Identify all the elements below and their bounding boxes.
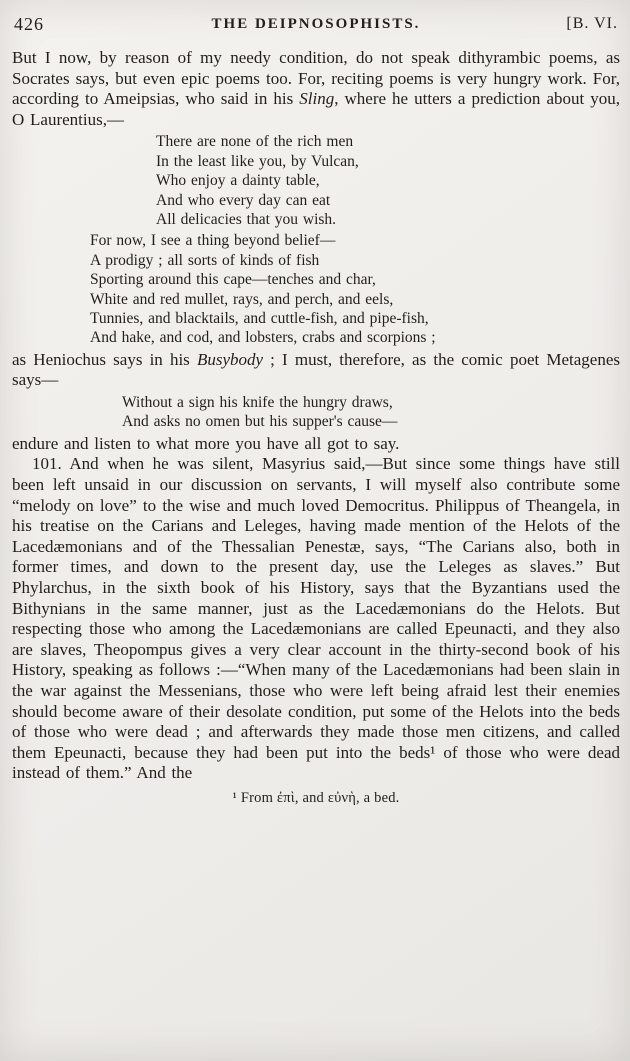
- verse-line: There are none of the rich men: [156, 133, 354, 151]
- footnote: ¹ From ἐπὶ, and εὐνὴ, a bed.: [232, 789, 400, 806]
- verse-block-fish: [90, 231, 620, 347]
- verse-line: Without a sign his knife the hungry draws,: [122, 394, 393, 412]
- verse-line: All delicacies that you wish.: [156, 211, 337, 228]
- verse-line: For now, I see a thing beyond belief—: [90, 232, 336, 250]
- paragraph-text: as Heniochus says in his: [12, 349, 197, 369]
- paragraph-text: , where he utters a prediction about you, O Laurentius,—: [12, 89, 621, 129]
- verse-line: And asks no omen but his supper's cause—: [122, 413, 398, 431]
- book-reference: [B. VI.: [566, 15, 618, 32]
- verse-line: And hake, and cod, and lobsters, crabs and scorpions ;: [90, 329, 436, 347]
- verse-line: In the least like you, by Vulcan,: [156, 152, 359, 170]
- page-body: [12, 48, 620, 809]
- verse-block-metagenes: [122, 393, 620, 432]
- verse-line: Tunnies, and blacktails, and cuttle-fish, and pipe-fish,: [90, 310, 429, 328]
- verse-line: Sporting around this cape—tenches and char,: [90, 271, 376, 289]
- paragraph-heniochus: [12, 350, 620, 391]
- verse-line: White and red mullet, rays, and perch, and eels,: [90, 290, 394, 308]
- paragraph-text: But I now, by reason of my needy condition, do not speak dithyrambic poems, as Socrates says, but even epic poems too. For, reciting poems is very hungry work. For, according to Ameipsias, who said in his: [12, 48, 620, 109]
- verse-line: And who every day can eat: [156, 191, 331, 209]
- running-title: THE DEIPNOSOPHISTS.: [211, 16, 421, 32]
- work-title: Sling: [299, 89, 335, 109]
- verse-line: A prodigy ; all sorts of kinds of fish: [90, 251, 320, 269]
- paragraph-intro: [12, 48, 620, 130]
- paragraph-text: ; I must, therefore, as the comic poet Metagenes says—: [12, 349, 620, 390]
- verse-block-rich-men: [156, 132, 620, 229]
- work-title: Busybody: [196, 349, 264, 369]
- paragraph-endure: endure and listen to what more you have all got to say.: [12, 433, 400, 453]
- paragraph-101: 101. And when he was silent, Masyrius said,—But since some things have still been left unsaid in our discussion on servants, I will myself also contribute some “melody on love” to the wise and much loved Democritus. Philippus of Theangela, in his treatise on the Carians and Leleges, having made mention of the Helots of the Lacedæmonians and of the Thessalian Penestæ, says, “The Carians also, both in former times, and down to the present day, use the Leleges as slaves.” But Phylarchus, in the sixth book of his History, says that the Byzantians used the Bithynians in the same manner, just as the Lacedæmonians do the Helots. But respecting those who among the Lacedæmonians are called Epeunacti, and they also are slaves, Theopompus gives a very clear account in the thirty-second book of his History, speaking as follows :—“When many of the Lacedæmonians had been slain in the war against the Messenians, those who were left being afraid lest their enemies should become aware of their desolate condition, put some of the Helots into the beds of those who were dead ; and afterwards they made those men citizens, and called them Epeunacti, because they had been put into the beds¹ of those who were dead instead of them.” And the: [12, 454, 620, 783]
- page-number: 426: [14, 14, 44, 34]
- page-header: [12, 14, 620, 38]
- verse-line: Who enjoy a dainty table,: [156, 172, 320, 190]
